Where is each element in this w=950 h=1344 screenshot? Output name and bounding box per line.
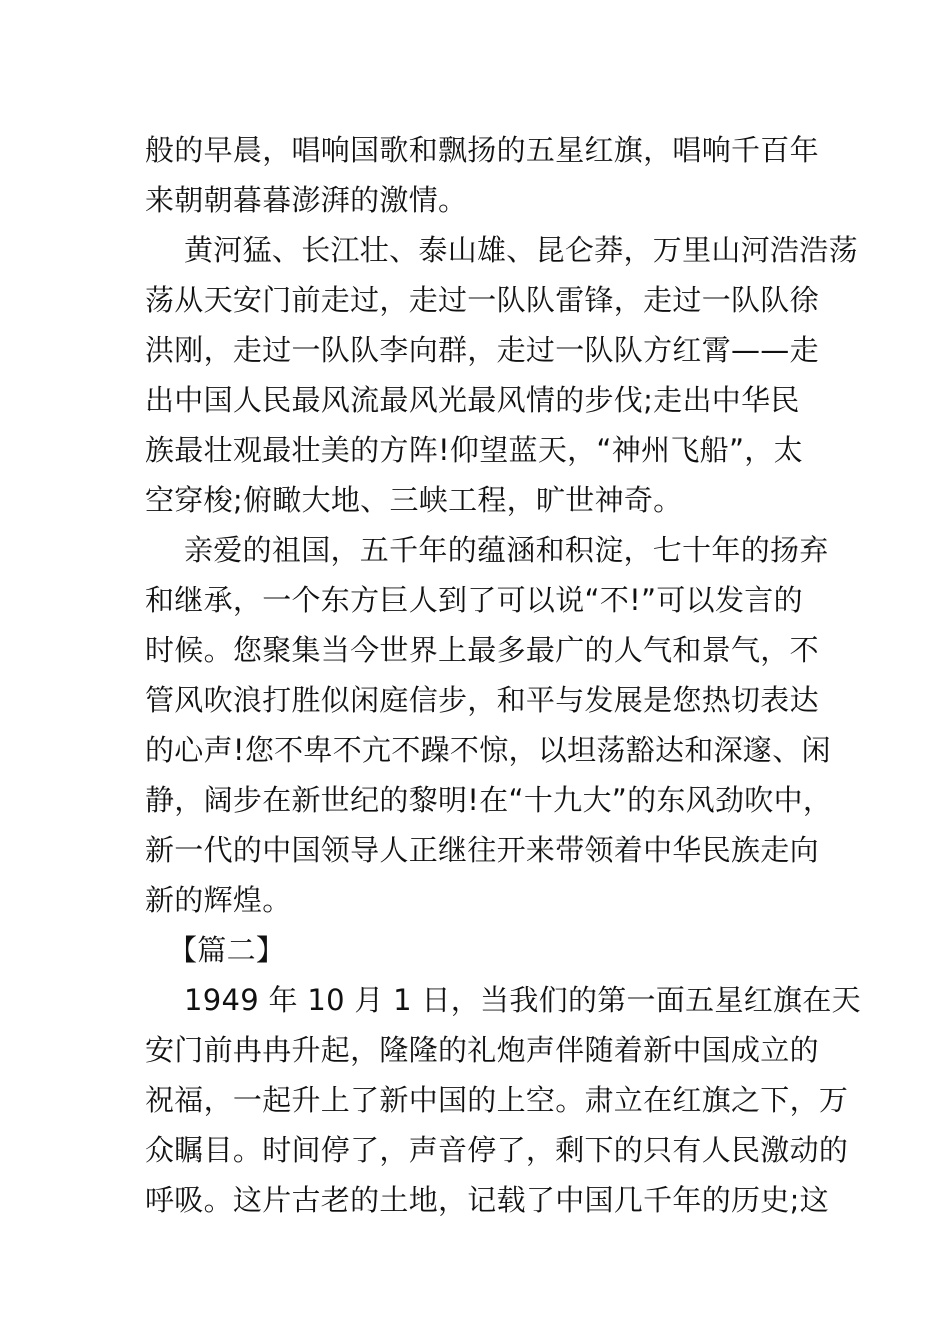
text-line-2: 来朝朝暮暮澎湃的激情。 (145, 183, 468, 217)
text-line-14: 静，阔步在新世纪的黎明!在“十九大”的东风劲吹中， (145, 783, 833, 817)
text-line-17: 1949 年 10 月 1 日，当我们的第一面五星红旗在天 (184, 983, 861, 1017)
text-line-11: 时候。您聚集当今世界上最多最广的人气和景气，不 (145, 633, 819, 667)
text-line-6: 出中国人民最风流最风光最风情的步伐;走出中华民 (145, 383, 800, 417)
text-line-18: 安门前冉冉升起，隆隆的礼炮声伴随着新中国成立的 (145, 1033, 819, 1067)
text-line-4: 荡从天安门前走过，走过一队队雷锋，走过一队队徐 (145, 283, 819, 317)
text-line-13: 的心声!您不卑不亢不躁不惊，以坦荡豁达和深邃、闲 (145, 733, 831, 767)
text-line-21: 呼吸。这片古老的土地，记载了中国几千年的历史;这 (145, 1183, 829, 1217)
text-line-15: 新一代的中国领导人正继往开来带领着中华民族走向 (145, 833, 819, 867)
text-line-3: 黄河猛、长江壮、泰山雄、昆仑莽，万里山河浩浩荡 (184, 233, 858, 267)
text-line-1: 般的早晨，唱响国歌和飘扬的五星红旗，唱响千百年 (145, 133, 819, 167)
text-line-8: 空穿梭;俯瞰大地、三峡工程，旷世神奇。 (145, 483, 683, 517)
text-line-5: 洪刚，走过一队队李向群，走过一队队方红霄——走 (145, 333, 819, 367)
text-line-9: 亲爱的祖国，五千年的蕴涵和积淀，七十年的扬弃 (184, 533, 829, 567)
section-heading: 【篇二】 (168, 933, 286, 967)
text-line-20: 众瞩目。时间停了，声音停了，剩下的只有人民激动的 (145, 1133, 849, 1167)
text-line-19: 祝福，一起升上了新中国的上空。肃立在红旗之下，万 (145, 1083, 849, 1117)
text-line-7: 族最壮观最壮美的方阵!仰望蓝天，“神州飞船”，太 (145, 433, 803, 467)
text-line-10: 和继承，一个东方巨人到了可以说“不!”可以发言的 (145, 583, 803, 617)
text-line-12: 管风吹浪打胜似闲庭信步，和平与发展是您热切表达 (145, 683, 819, 717)
text-line-16: 新的辉煌。 (145, 883, 292, 917)
